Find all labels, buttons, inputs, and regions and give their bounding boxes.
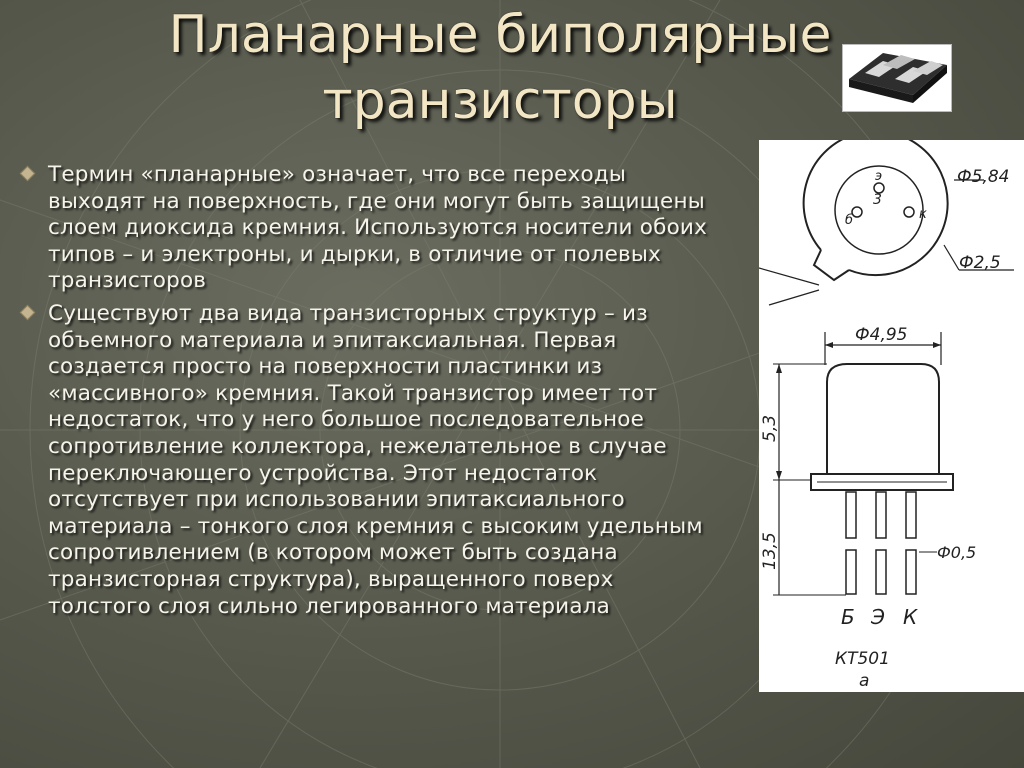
dim-diameter-small: Ф2,5 [959,253,1001,273]
dim-width: Ф4,95 [855,325,908,345]
bullet-text: Термин «планарные» означает, что все переходы выходят на поверхность, где они могут быть защищены слоем диоксида кремния. Используются носители обоих типов – и электроны, и дырки, в отличие от полевых транзисторов [48,162,708,294]
dim-lead-diameter: Ф0,5 [937,543,977,562]
top-pin-3: 3 [873,192,882,208]
title-line-1: Планарные биполярные [168,5,832,65]
list-item [22,301,712,620]
bullet-text: Существуют два вида транзисторных структур – из объемного материала и эпитаксиальная. Первая создается просто на поверхности пластинки из «массивного» кремния. Такой транзистор имеет тот недостаток, что у него большое последовательное сопротивление коллектора, нежелательное в случае переключающего устройства. Этот недостаток отсутствует при использовании эпитаксиального материала – тонкого слоя кремния с высоким удельным сопротивлением (в котором может быть создана транзисторная структура), выращенного поверх толстого слоя сильно легированного материала [48,300,703,619]
dim-diameter-top: Ф5,84 [957,167,1010,187]
top-pin-e: э [875,169,883,184]
title-line-2: транзисторы [322,71,678,131]
transistor-drawing [759,140,1024,692]
transistor-photo [842,44,952,112]
dim-height: 5,3 [760,414,780,442]
diamond-bullet-icon [20,166,36,182]
variant-label: а [859,671,870,691]
diamond-bullet-icon [20,305,36,321]
top-pin-k: к [919,207,927,222]
model-label: КТ501 [835,649,890,669]
pin-k-label: К [903,605,918,629]
top-pin-b: б [845,213,854,228]
list-item [22,162,712,295]
bullet-list [22,162,712,626]
dim-leads-length: 13,5 [760,532,780,570]
pin-b-label: Б [841,605,855,629]
pin-e-label: Э [871,605,885,629]
